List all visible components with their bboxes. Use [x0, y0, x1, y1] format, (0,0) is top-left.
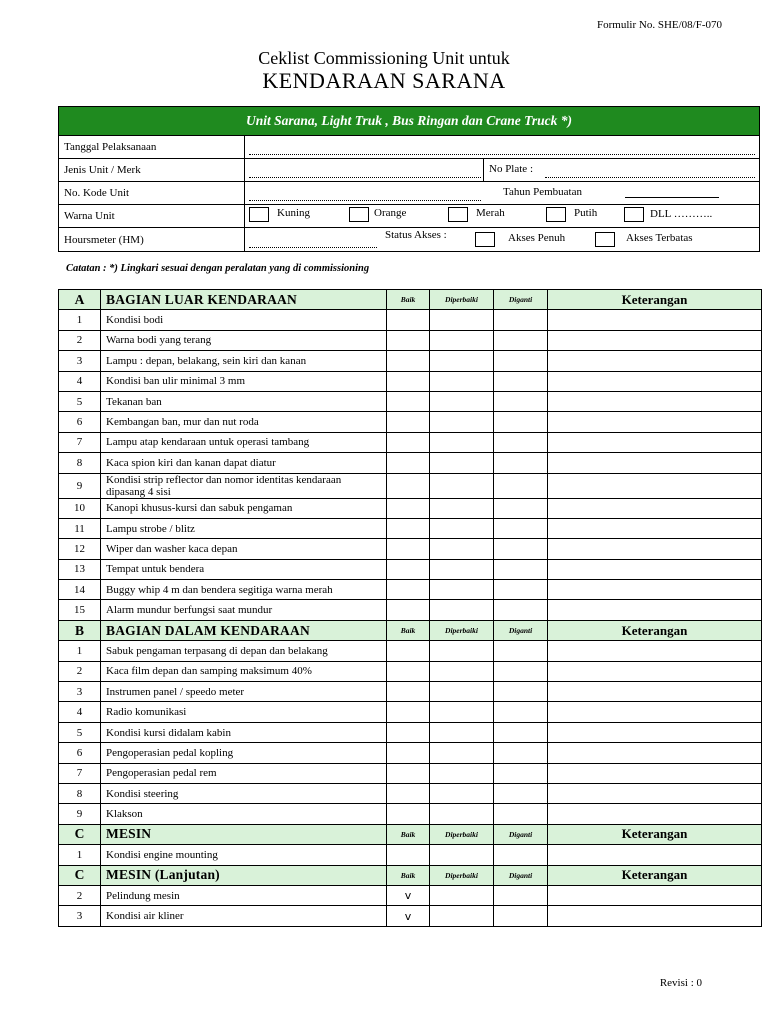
keterangan-cell[interactable]: [548, 330, 762, 350]
checklist-row: [59, 722, 762, 742]
diganti-cell[interactable]: [494, 453, 548, 473]
diperbaiki-cell[interactable]: [430, 682, 494, 702]
diganti-cell[interactable]: [494, 845, 548, 865]
checklist-row: [59, 641, 762, 661]
baik-cell[interactable]: [387, 641, 430, 661]
baik-cell[interactable]: [387, 518, 430, 538]
diperbaiki-cell[interactable]: [430, 330, 494, 350]
keterangan-cell[interactable]: [548, 351, 762, 371]
diperbaiki-cell[interactable]: [430, 845, 494, 865]
baik-cell[interactable]: [387, 702, 430, 722]
column-baik-header: Baik: [387, 290, 430, 310]
baik-cell[interactable]: [387, 473, 430, 498]
item-description: Kondisi bodi: [101, 310, 387, 330]
checkbox-akses-penuh[interactable]: [475, 232, 495, 247]
item-number: 5: [59, 722, 101, 742]
item-description: Warna bodi yang terang: [101, 330, 387, 350]
baik-cell[interactable]: [387, 600, 430, 620]
diperbaiki-cell[interactable]: [430, 559, 494, 579]
color-orange-label: Orange: [374, 207, 407, 219]
checklist-row: [59, 310, 762, 330]
diganti-cell[interactable]: [494, 804, 548, 824]
keterangan-cell[interactable]: [548, 641, 762, 661]
checklist-row: [59, 412, 762, 432]
checklist-row: [59, 391, 762, 411]
item-number: 2: [59, 330, 101, 350]
unit-info-table: [58, 106, 760, 252]
item-description: Klakson: [101, 804, 387, 824]
keterangan-cell[interactable]: [548, 473, 762, 498]
diganti-cell[interactable]: [494, 432, 548, 452]
section-title: BAGIAN LUAR KENDARAAN: [101, 290, 387, 310]
checklist-row: [59, 330, 762, 350]
keterangan-cell[interactable]: [548, 702, 762, 722]
baik-cell[interactable]: [387, 453, 430, 473]
diganti-cell[interactable]: [494, 661, 548, 681]
column-baik-header: Baik: [387, 865, 430, 885]
jenis-field[interactable]: [249, 177, 481, 178]
item-description: Buggy whip 4 m dan bendera segitiga warna merah: [101, 580, 387, 600]
item-number: 6: [59, 412, 101, 432]
checklist-row: [59, 763, 762, 783]
item-description: Lampu atap kendaraan untuk operasi tambang: [101, 432, 387, 452]
diperbaiki-cell[interactable]: [430, 453, 494, 473]
item-description: Radio komunikasi: [101, 702, 387, 722]
keterangan-cell[interactable]: [548, 885, 762, 905]
diperbaiki-cell[interactable]: [430, 432, 494, 452]
item-number: 1: [59, 641, 101, 661]
hm-label: Hoursmeter (HM): [59, 228, 245, 251]
checklist-row: [59, 473, 762, 498]
baik-cell[interactable]: [387, 351, 430, 371]
akses-terbatas-label: Akses Terbatas: [626, 232, 693, 244]
item-description: Pengoperasian pedal rem: [101, 763, 387, 783]
baik-cell[interactable]: [387, 783, 430, 803]
checklist-row: [59, 580, 762, 600]
diperbaiki-cell[interactable]: [430, 702, 494, 722]
status-akses-label: Status Akses :: [385, 229, 447, 241]
item-description: Tekanan ban: [101, 391, 387, 411]
diperbaiki-cell[interactable]: [430, 371, 494, 391]
diperbaiki-cell[interactable]: [430, 722, 494, 742]
checklist-row: [59, 351, 762, 371]
diganti-cell[interactable]: [494, 722, 548, 742]
checkbox-kuning[interactable]: [249, 207, 269, 222]
item-description: Kondisi strip reflector dan nomor identitas kendaraan dipasang 4 sisi: [101, 473, 387, 498]
item-description: Kaca spion kiri dan kanan dapat diatur: [101, 453, 387, 473]
keterangan-cell[interactable]: [548, 743, 762, 763]
no-plate-field[interactable]: [545, 177, 755, 178]
column-keterangan-header: Keterangan: [548, 290, 762, 310]
keterangan-cell[interactable]: [548, 432, 762, 452]
section-header-row: [59, 620, 762, 640]
item-description: Alarm mundur berfungsi saat mundur: [101, 600, 387, 620]
keterangan-cell[interactable]: [548, 310, 762, 330]
diganti-cell[interactable]: [494, 412, 548, 432]
item-number: 6: [59, 743, 101, 763]
keterangan-cell[interactable]: [548, 518, 762, 538]
column-baik-header: Baik: [387, 824, 430, 844]
checklist-row: [59, 783, 762, 803]
baik-cell[interactable]: [387, 391, 430, 411]
hm-row: [59, 228, 759, 251]
diperbaiki-cell[interactable]: [430, 412, 494, 432]
jenis-row: [59, 159, 759, 182]
diperbaiki-cell[interactable]: [430, 473, 494, 498]
section-letter: C: [59, 824, 101, 844]
kode-label: No. Kode Unit: [59, 182, 245, 204]
item-description: Wiper dan washer kaca depan: [101, 539, 387, 559]
item-description: Kaca film depan dan samping maksimum 40%: [101, 661, 387, 681]
diperbaiki-cell[interactable]: [430, 743, 494, 763]
checklist-row: [59, 600, 762, 620]
item-number: 9: [59, 804, 101, 824]
keterangan-cell[interactable]: [548, 600, 762, 620]
item-description: Kondisi air kliner: [101, 906, 387, 926]
diperbaiki-cell[interactable]: [430, 763, 494, 783]
checkbox-orange[interactable]: [349, 207, 369, 222]
keterangan-cell[interactable]: [548, 453, 762, 473]
baik-cell[interactable]: v: [387, 906, 430, 926]
item-number: 7: [59, 432, 101, 452]
diperbaiki-cell[interactable]: [430, 310, 494, 330]
checklist-row: [59, 906, 762, 926]
diperbaiki-cell[interactable]: [430, 580, 494, 600]
color-dll-label: DLL ………..: [650, 208, 713, 220]
checklist-row: [59, 804, 762, 824]
checklist-table: [58, 289, 762, 927]
checklist-row: [59, 498, 762, 518]
plate-divider: [483, 159, 484, 181]
baik-cell[interactable]: [387, 661, 430, 681]
baik-cell[interactable]: v: [387, 885, 430, 905]
diperbaiki-cell[interactable]: [430, 906, 494, 926]
item-number: 4: [59, 702, 101, 722]
diganti-cell[interactable]: [494, 539, 548, 559]
baik-cell[interactable]: [387, 371, 430, 391]
unit-type-banner: Unit Sarana, Light Truk , Bus Ringan dan Crane Truck *): [59, 107, 759, 136]
hm-field[interactable]: [249, 247, 377, 248]
checklist-row: [59, 371, 762, 391]
item-number: 8: [59, 453, 101, 473]
item-description: Pengoperasian pedal kopling: [101, 743, 387, 763]
form-number: Formulir No. SHE/08/F-070: [597, 19, 722, 31]
section-letter: A: [59, 290, 101, 310]
diganti-cell[interactable]: [494, 391, 548, 411]
baik-cell[interactable]: [387, 845, 430, 865]
diperbaiki-cell[interactable]: [430, 885, 494, 905]
document-subtitle: KENDARAAN SARANA: [262, 68, 506, 93]
diganti-cell[interactable]: [494, 473, 548, 498]
checkbox-putih[interactable]: [546, 207, 566, 222]
item-number: 3: [59, 906, 101, 926]
diganti-cell[interactable]: [494, 641, 548, 661]
item-number: 9: [59, 473, 101, 498]
keterangan-cell[interactable]: [548, 845, 762, 865]
akses-penuh-label: Akses Penuh: [508, 232, 566, 244]
column-diganti-header: Diganti: [494, 290, 548, 310]
checklist-row: [59, 661, 762, 681]
item-number: 7: [59, 763, 101, 783]
checkbox-akses-terbatas[interactable]: [595, 232, 615, 247]
baik-cell[interactable]: [387, 763, 430, 783]
item-description: Sabuk pengaman terpasang di depan dan belakang: [101, 641, 387, 661]
checklist-row: [59, 885, 762, 905]
baik-cell[interactable]: [387, 310, 430, 330]
item-number: 1: [59, 845, 101, 865]
section-title: MESIN (Lanjutan): [101, 865, 387, 885]
color-merah-label: Merah: [476, 207, 505, 219]
column-keterangan-header: Keterangan: [548, 620, 762, 640]
section-header-row: [59, 865, 762, 885]
tahun-field[interactable]: [625, 197, 719, 198]
item-number: 13: [59, 559, 101, 579]
item-number: 2: [59, 661, 101, 681]
item-description: Kanopi khusus-kursi dan sabuk pengaman: [101, 498, 387, 518]
checkbox-dll[interactable]: [624, 207, 644, 222]
column-diganti-header: Diganti: [494, 824, 548, 844]
diperbaiki-cell[interactable]: [430, 641, 494, 661]
item-description: Tempat untuk bendera: [101, 559, 387, 579]
section-title: BAGIAN DALAM KENDARAAN: [101, 620, 387, 640]
item-description: Pelindung mesin: [101, 885, 387, 905]
diperbaiki-cell[interactable]: [430, 518, 494, 538]
checklist-row: [59, 845, 762, 865]
baik-cell[interactable]: [387, 559, 430, 579]
baik-cell[interactable]: [387, 539, 430, 559]
baik-cell[interactable]: [387, 804, 430, 824]
baik-cell[interactable]: [387, 743, 430, 763]
keterangan-cell[interactable]: [548, 580, 762, 600]
checklist-row: [59, 432, 762, 452]
diganti-cell[interactable]: [494, 498, 548, 518]
column-diperbaiki-header: Diperbaiki: [430, 290, 494, 310]
keterangan-cell[interactable]: [548, 722, 762, 742]
diganti-cell[interactable]: [494, 600, 548, 620]
checklist-body: [59, 290, 762, 927]
diperbaiki-cell[interactable]: [430, 804, 494, 824]
diperbaiki-cell[interactable]: [430, 661, 494, 681]
column-diperbaiki-header: Diperbaiki: [430, 620, 494, 640]
diperbaiki-cell[interactable]: [430, 498, 494, 518]
diganti-cell[interactable]: [494, 351, 548, 371]
checkbox-merah[interactable]: [448, 207, 468, 222]
column-keterangan-header: Keterangan: [548, 824, 762, 844]
kode-row: [59, 182, 759, 205]
item-number: 1: [59, 310, 101, 330]
warna-row: [59, 205, 759, 228]
keterangan-cell[interactable]: [548, 906, 762, 926]
tanggal-row: [59, 136, 759, 159]
item-number: 5: [59, 391, 101, 411]
item-number: 10: [59, 498, 101, 518]
diganti-cell[interactable]: [494, 580, 548, 600]
keterangan-cell[interactable]: [548, 539, 762, 559]
column-keterangan-header: Keterangan: [548, 865, 762, 885]
checklist-row: [59, 453, 762, 473]
diganti-cell[interactable]: [494, 906, 548, 926]
color-putih-label: Putih: [574, 207, 598, 219]
baik-cell[interactable]: [387, 432, 430, 452]
item-description: Kondisi ban ulir minimal 3 mm: [101, 371, 387, 391]
checklist-row: [59, 743, 762, 763]
diganti-cell[interactable]: [494, 783, 548, 803]
item-description: Kondisi engine mounting: [101, 845, 387, 865]
keterangan-cell[interactable]: [548, 391, 762, 411]
baik-cell[interactable]: [387, 412, 430, 432]
kode-field[interactable]: [249, 200, 481, 201]
diperbaiki-cell[interactable]: [430, 391, 494, 411]
checklist-row: [59, 559, 762, 579]
baik-cell[interactable]: [387, 682, 430, 702]
baik-cell[interactable]: [387, 498, 430, 518]
section-letter: C: [59, 865, 101, 885]
diganti-cell[interactable]: [494, 518, 548, 538]
note-text: Catatan : *) Lingkari sesuai dengan peralatan yang di commissioning: [66, 263, 370, 274]
item-number: 12: [59, 539, 101, 559]
item-number: 3: [59, 682, 101, 702]
document-title: Ceklist Commissioning Unit untuk: [258, 48, 510, 68]
tahun-label: Tahun Pembuatan: [503, 186, 582, 198]
checklist-row: [59, 539, 762, 559]
no-plate-label: No Plate :: [489, 163, 533, 175]
item-number: 3: [59, 351, 101, 371]
keterangan-cell[interactable]: [548, 412, 762, 432]
item-number: 2: [59, 885, 101, 905]
checklist-row: [59, 682, 762, 702]
color-kuning-label: Kuning: [277, 207, 310, 219]
section-header-row: [59, 290, 762, 310]
keterangan-cell[interactable]: [548, 661, 762, 681]
item-description: Lampu strobe / blitz: [101, 518, 387, 538]
diganti-cell[interactable]: [494, 371, 548, 391]
diganti-cell[interactable]: [494, 743, 548, 763]
item-description: Lampu : depan, belakang, sein kiri dan kanan: [101, 351, 387, 371]
keterangan-cell[interactable]: [548, 559, 762, 579]
baik-cell[interactable]: [387, 330, 430, 350]
tanggal-field[interactable]: [249, 154, 755, 155]
section-header-row: [59, 824, 762, 844]
column-diperbaiki-header: Diperbaiki: [430, 824, 494, 844]
diperbaiki-cell[interactable]: [430, 600, 494, 620]
column-diganti-header: Diganti: [494, 865, 548, 885]
keterangan-cell[interactable]: [548, 498, 762, 518]
column-baik-header: Baik: [387, 620, 430, 640]
revision-label: Revisi : 0: [659, 977, 702, 989]
diperbaiki-cell[interactable]: [430, 539, 494, 559]
diganti-cell[interactable]: [494, 330, 548, 350]
diganti-cell[interactable]: [494, 682, 548, 702]
item-description: Kondisi kursi didalam kabin: [101, 722, 387, 742]
baik-cell[interactable]: [387, 722, 430, 742]
keterangan-cell[interactable]: [548, 682, 762, 702]
diganti-cell[interactable]: [494, 310, 548, 330]
item-number: 8: [59, 783, 101, 803]
keterangan-cell[interactable]: [548, 763, 762, 783]
item-number: 4: [59, 371, 101, 391]
column-diganti-header: Diganti: [494, 620, 548, 640]
column-diperbaiki-header: Diperbaiki: [430, 865, 494, 885]
checklist-row: [59, 518, 762, 538]
keterangan-cell[interactable]: [548, 371, 762, 391]
diperbaiki-cell[interactable]: [430, 783, 494, 803]
checklist-row: [59, 702, 762, 722]
diganti-cell[interactable]: [494, 763, 548, 783]
diganti-cell[interactable]: [494, 885, 548, 905]
warna-label: Warna Unit: [59, 205, 245, 227]
diperbaiki-cell[interactable]: [430, 351, 494, 371]
baik-cell[interactable]: [387, 580, 430, 600]
item-description: Instrumen panel / speedo meter: [101, 682, 387, 702]
keterangan-cell[interactable]: [548, 804, 762, 824]
section-title: MESIN: [101, 824, 387, 844]
item-description: Kembangan ban, mur dan nut roda: [101, 412, 387, 432]
item-number: 11: [59, 518, 101, 538]
jenis-label: Jenis Unit / Merk: [59, 159, 245, 181]
diganti-cell[interactable]: [494, 559, 548, 579]
item-number: 14: [59, 580, 101, 600]
diganti-cell[interactable]: [494, 702, 548, 722]
keterangan-cell[interactable]: [548, 783, 762, 803]
item-description: Kondisi steering: [101, 783, 387, 803]
item-number: 15: [59, 600, 101, 620]
tanggal-label: Tanggal Pelaksanaan: [59, 136, 245, 158]
section-letter: B: [59, 620, 101, 640]
